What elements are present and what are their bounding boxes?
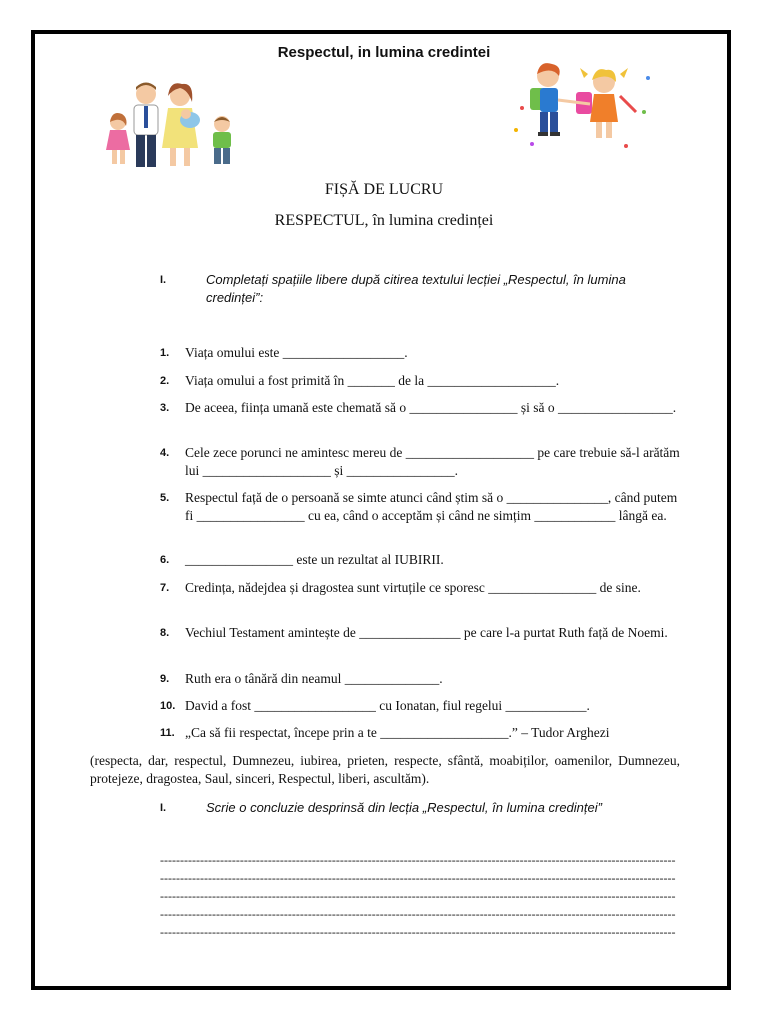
- word-bank: (respecta, dar, respectul, Dumnezeu, iubirea, prieten, respecte, sfântă, moabiților, oamenilor, Dumnezeu, protejeze, dragostea, Saul, sinceri, Respectul, liberi, ascultăm).: [90, 753, 680, 786]
- children-illustration: [508, 60, 658, 150]
- section-2-instruction: Scrie o concluzie desprinsă din lecția „Respectul, în lumina credinței”: [206, 800, 602, 815]
- section-2-number: I.: [160, 802, 167, 814]
- question-number: 9.: [160, 673, 170, 685]
- question-number: 6.: [160, 554, 170, 566]
- answer-line[interactable]: ---------------------------------------------------------------------------------------------------------------------------------: [160, 853, 676, 867]
- worksheet-title: FIȘĂ DE LUCRU: [324, 181, 444, 198]
- question-text: Viața omului a fost primită în _______ de la ___________________.: [185, 373, 560, 388]
- question-number: 4.: [160, 447, 170, 459]
- family-illustration: [98, 78, 248, 170]
- section-1-number: I.: [160, 274, 167, 286]
- header-title: Respectul, in lumina credintei: [277, 44, 491, 61]
- question-text: ________________ este un rezultat al IUBIRII.: [185, 552, 444, 567]
- question-text: De aceea, ființa umană este chemată să o ________________ și să o _________________.: [185, 400, 677, 415]
- question-number: 2.: [160, 375, 170, 387]
- question-text: David a fost __________________ cu Ionatan, fiul regelui ____________.: [185, 698, 590, 713]
- question-number: 11.: [160, 727, 175, 739]
- question-text: Ruth era o tânără din neamul ______________.: [185, 671, 443, 686]
- question-text: Viața omului este __________________.: [185, 345, 408, 360]
- answer-line[interactable]: ---------------------------------------------------------------------------------------------------------------------------------: [160, 889, 676, 903]
- question-text: Cele zece porunci ne amintesc mereu de ___________________ pe care trebuie să-l arătăm lui ___________________ și ________________.: [185, 445, 680, 478]
- question-text: Credința, nădejdea și dragostea sunt virtuțile ce sporesc ________________ de sine.: [185, 580, 641, 595]
- question-text: Respectul față de o persoană se simte atunci când știm să o _______________, când putem fi ________________ cu ea, când o acceptăm și când ne simțim ____________ lângă ea.: [185, 490, 678, 523]
- question-number: 10.: [160, 700, 176, 712]
- answer-line[interactable]: ---------------------------------------------------------------------------------------------------------------------------------: [160, 907, 676, 921]
- question-number: 8.: [160, 627, 170, 639]
- question-number: 5.: [160, 492, 170, 504]
- question-number: 3.: [160, 402, 170, 414]
- section-1-instruction: Completați spațiile libere după citirea textului lecției „Respectul, în lumina credinței”:: [206, 272, 626, 305]
- question-text: „Ca să fii respectat, începe prin a te ___________________.” – Tudor Arghezi: [185, 725, 610, 740]
- question-number: 1.: [160, 347, 170, 359]
- answer-line[interactable]: ---------------------------------------------------------------------------------------------------------------------------------: [160, 925, 676, 939]
- answer-line[interactable]: ---------------------------------------------------------------------------------------------------------------------------------: [160, 871, 676, 885]
- question-number: 7.: [160, 582, 170, 594]
- worksheet-subtitle: RESPECTUL, în lumina credinței: [274, 212, 494, 229]
- question-text: Vechiul Testament amintește de _______________ pe care l-a purtat Ruth față de Noemi.: [185, 625, 668, 640]
